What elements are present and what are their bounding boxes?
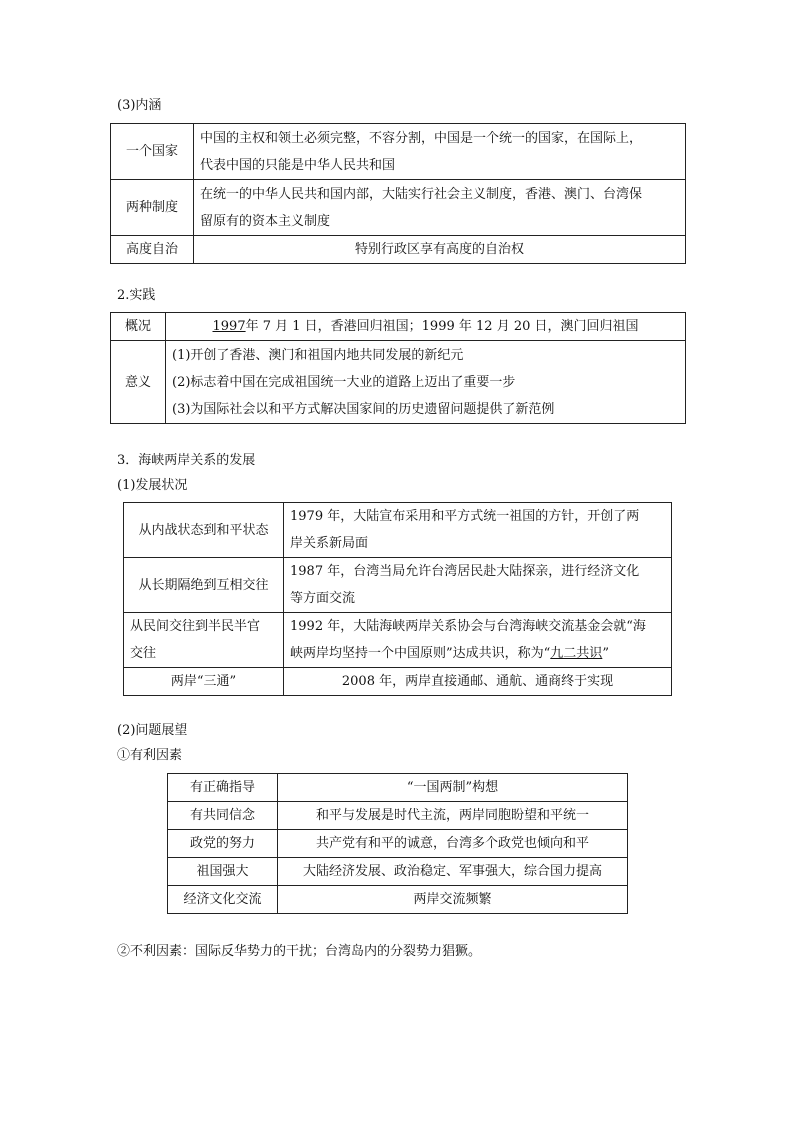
connotation-table [110, 123, 686, 264]
subheading-development: (1)发展状况 [117, 478, 188, 493]
section-heading-connotation: (3)内涵 [117, 98, 162, 113]
list-item: (3)为国际社会以和平方式解决国家间的历史遗留问题提供了新范例 [172, 401, 555, 417]
row-label: 两岸“三通” [124, 668, 284, 696]
row-label: 政党的努力 [168, 830, 278, 858]
development-table [123, 502, 672, 696]
row-label: 一个国家 [111, 124, 194, 180]
row-content: 和平与发展是时代主流，两岸同胞盼望和平统一 [278, 802, 628, 830]
consensus-term: 九二共识 [550, 646, 603, 661]
table-row [111, 236, 686, 264]
row-label: 概况 [111, 313, 166, 341]
unfavorable-factors: ②不利因素：国际反华势力的干扰；台湾岛内的分裂势力猖獗。 [117, 944, 482, 959]
content-line: 1992 年，大陆海峡两岸关系协会与台湾海峡交流基金会就“海 [290, 619, 646, 634]
row-content [284, 613, 672, 668]
table-row [168, 830, 628, 858]
row-label: 有正确指导 [168, 774, 278, 802]
row-content [166, 341, 686, 424]
table-row [111, 313, 686, 341]
content-line: 中国的主权和领土必须完整，不容分割，中国是一个统一的国家，在国际上， [200, 130, 643, 146]
year-underlined: 1997 [212, 319, 246, 334]
content-line: 留原有的资本主义制度 [200, 213, 331, 229]
content-line [290, 640, 665, 667]
favorable-table [167, 773, 628, 914]
row-content: 大陆经济发展、政治稳定、军事强大，综合国力提高 [278, 858, 628, 886]
consensus-prefix: 峡两岸均坚持一个中国原则”达成共识，称为“ [290, 646, 551, 661]
row-label: 意义 [111, 341, 166, 424]
row-content: 两岸交流频繁 [278, 886, 628, 914]
content-line: 在统一的中华人民共和国内部，大陆实行社会主义制度，香港、澳门、台湾保 [200, 186, 643, 202]
row-label: 两种制度 [111, 180, 194, 236]
row-label [124, 613, 284, 668]
practice-table [110, 312, 686, 424]
row-label: 从长期隔绝到互相交往 [124, 558, 284, 613]
subheading-outlook: (2)问题展望 [117, 723, 188, 738]
list-item: (1)开创了香港、澳门和祖国内地共同发展的新纪元 [172, 347, 464, 363]
table-row [124, 558, 672, 613]
list-item: (2)标志着中国在完成祖国统一大业的道路上迈出了重要一步 [172, 374, 516, 390]
content-line: 1979 年，大陆宣布采用和平方式统一祖国的方针，开创了两 [290, 509, 640, 524]
table-row [168, 802, 628, 830]
section-heading-practice: 2.实践 [117, 288, 156, 303]
table-row [111, 124, 686, 180]
table-row [124, 613, 672, 668]
content-line: 等方面交流 [290, 591, 356, 606]
subheading-favorable: ①有利因素 [117, 748, 183, 763]
content-line: 代表中国的只能是中华人民共和国 [200, 157, 396, 173]
row-content: 共产党有和平的诚意，台湾多个政党也倾向和平 [278, 830, 628, 858]
content-line: 1987 年，台湾当局允许台湾居民赴大陆探亲，进行经济文化 [290, 564, 640, 579]
row-content [284, 558, 672, 613]
row-content [194, 124, 686, 180]
row-content [284, 503, 672, 558]
row-label: 祖国强大 [168, 858, 278, 886]
row-content: 2008 年，两岸直接通邮、通航、通商终于实现 [284, 668, 672, 696]
table-row [124, 503, 672, 558]
row-content: “一国两制”构想 [278, 774, 628, 802]
overview-text: 年 7 月 1 日，香港回归祖国；1999 年 12 月 20 日，澳门回归祖国 [245, 319, 639, 334]
row-label: 经济文化交流 [168, 886, 278, 914]
content-line: 岸关系新局面 [290, 536, 369, 551]
close-quote: ” [602, 646, 609, 661]
table-row [124, 668, 672, 696]
row-content [166, 313, 686, 341]
section-heading-cross-strait: 3．海峡两岸关系的发展 [117, 453, 256, 468]
row-label: 从内战状态到和平状态 [124, 503, 284, 558]
table-row [111, 180, 686, 236]
table-row [168, 886, 628, 914]
row-label: 高度自治 [111, 236, 194, 264]
row-content: 特别行政区享有高度的自治权 [194, 236, 686, 264]
label-line: 交往 [130, 646, 157, 661]
row-content [194, 180, 686, 236]
label-line: 从民间交往到半民半官 [130, 619, 261, 634]
table-row [168, 858, 628, 886]
table-row [111, 341, 686, 424]
row-label: 有共同信念 [168, 802, 278, 830]
table-row [168, 774, 628, 802]
